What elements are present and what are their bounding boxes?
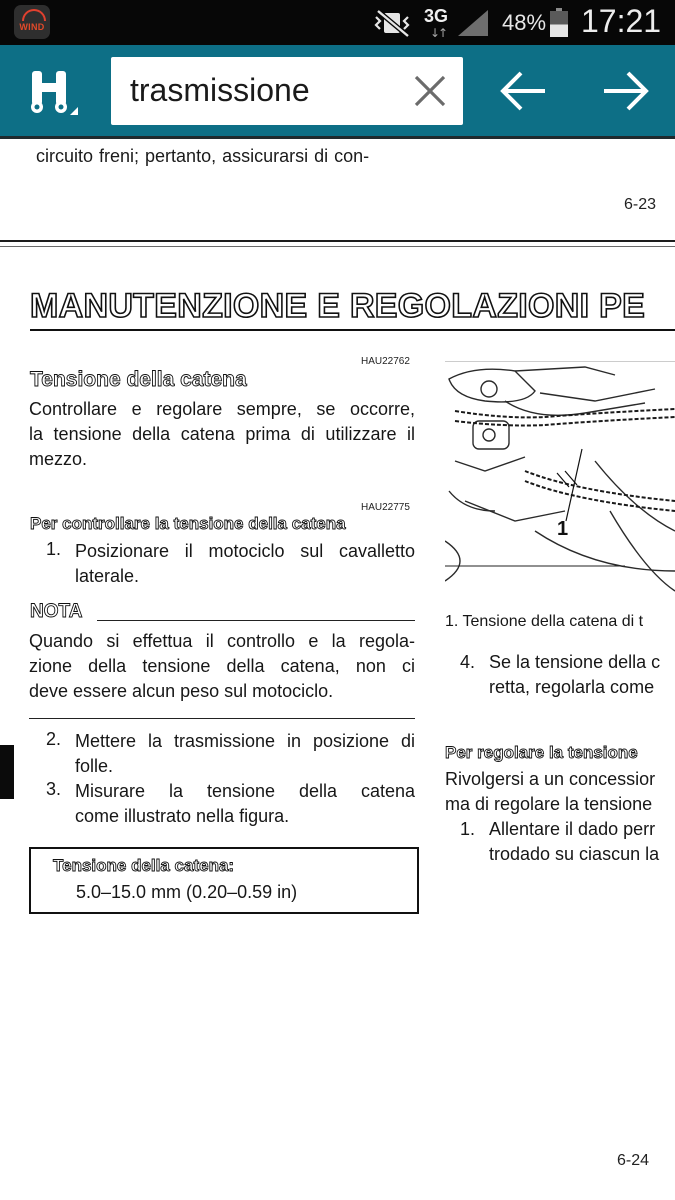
intro-line-3: mezzo. — [29, 449, 88, 469]
document-view[interactable] — [0, 139, 675, 1200]
note-line-1: Quando si effettua il controllo e la regola- — [29, 631, 415, 651]
section-code: HAU22762 — [361, 356, 410, 367]
vibrate-mute-icon — [372, 9, 414, 37]
section-title: MANUTENZIONE E REGOLAZIONI PE — [30, 287, 646, 325]
note-rule — [97, 620, 415, 621]
arrow-left-icon[interactable] — [497, 68, 551, 114]
title-underline — [30, 329, 675, 331]
adjust-step-1-number: 1. — [460, 819, 476, 839]
intro-line-2: la tensione della catena prima di utilizzare il — [29, 424, 415, 444]
spec-label: Tensione della catena: — [53, 856, 235, 875]
adjust-step-1-line-2: trodado su ciascun la — [489, 844, 660, 864]
step-2-line-1: Mettere la trasmissione in posizione di — [75, 731, 415, 751]
step-1-line-1: Posizionare il motociclo sul cavalletto — [75, 541, 415, 561]
arrow-right-icon[interactable] — [598, 68, 652, 114]
subheading-adjust-tension: Per regolare la tensione — [445, 743, 638, 762]
section-code: HAU22775 — [361, 502, 410, 513]
network-type: 3G — [424, 6, 449, 26]
previous-page-number: 6-23 — [624, 196, 657, 213]
subheading-check-tension: Per controllare la tensione della catena — [30, 514, 346, 533]
battery-percent: 48% — [502, 10, 547, 35]
step-1-number: 1. — [46, 539, 62, 559]
note-line-2: zione della tensione della catena, non ci — [29, 656, 415, 676]
carrier-label: WIND — [19, 22, 45, 32]
step-3-line-1: Misurare la tensione della catena — [75, 781, 415, 801]
app-logo-icon[interactable] — [26, 67, 80, 119]
chain-tension-figure — [445, 361, 675, 601]
spec-box — [29, 847, 419, 914]
page-edge-marker — [0, 745, 14, 799]
intro-line-1: Controllare e regolare sempre, se occorre, — [29, 399, 415, 419]
figure-caption: 1. Tensione della catena di t — [445, 613, 644, 630]
data-activity-icon: ↓↑ — [430, 26, 447, 40]
adjust-line-2: ma di regolare la tensione — [445, 794, 653, 814]
step-4-number: 4. — [460, 652, 476, 672]
cell-signal-icon — [456, 9, 490, 37]
app-toolbar — [0, 45, 675, 136]
step-2-line-2: folle. — [75, 756, 114, 776]
step-4-line-2: retta, regolarla come — [489, 677, 655, 697]
step-4-line-1: Se la tensione della c — [489, 652, 661, 672]
adjust-step-1-line-1: Allentare il dado perr — [489, 819, 656, 839]
step-1-line-2: laterale. — [75, 566, 140, 586]
note-line-3: deve essere alcun peso sul motociclo. — [29, 681, 334, 701]
heading-chain-tension: Tensione della catena — [30, 368, 247, 391]
clock: 17:21 — [581, 3, 662, 39]
spec-value: 5.0–15.0 mm (0.20–0.59 in) — [76, 882, 298, 902]
figure-callout: 1 — [557, 518, 569, 540]
search-query[interactable]: trasmissione — [130, 72, 310, 108]
clear-icon[interactable] — [413, 74, 447, 108]
page-separator — [0, 240, 675, 242]
note-label: NOTA — [30, 601, 83, 622]
status-bar — [0, 0, 675, 45]
wind-carrier-icon — [14, 5, 50, 39]
page-separator-thin — [0, 246, 675, 247]
page-number: 6-24 — [617, 1152, 650, 1169]
note-end-rule — [29, 718, 415, 719]
search-input[interactable] — [111, 57, 463, 125]
step-2-number: 2. — [46, 729, 62, 749]
step-3-line-2: come illustrato nella figura. — [75, 806, 290, 826]
step-3-number: 3. — [46, 779, 62, 799]
adjust-line-1: Rivolgersi a un concessior — [445, 769, 656, 789]
previous-page-text: circuito freni; pertanto, assicurarsi di con- — [36, 146, 370, 166]
battery-icon — [550, 8, 568, 37]
